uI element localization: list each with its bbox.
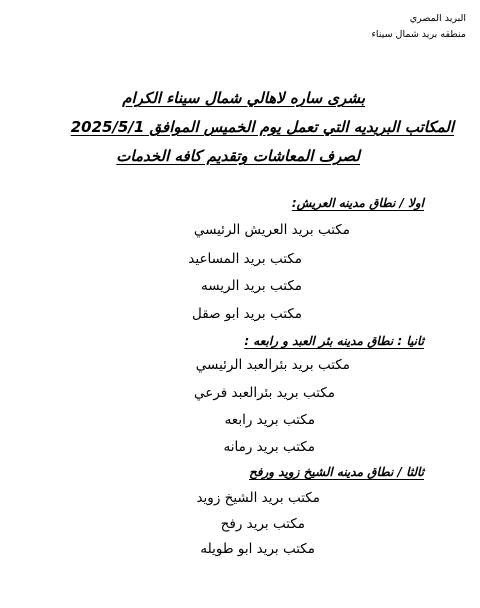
region-name: منطقه بريد شمال سيناء bbox=[371, 29, 466, 40]
office-item: مكتب بريد المساعيد bbox=[188, 251, 302, 267]
office-item: مكتب بريد ابو صقل bbox=[192, 306, 302, 322]
office-item: مكتب بريد العريش الرئيسي bbox=[193, 222, 350, 238]
office-item: مكتب بريد ابو طويله bbox=[200, 541, 315, 557]
headline-announcement: بشرى ساره لاهالي شمال سيناء الكرام bbox=[122, 89, 365, 107]
office-item: مكتب بريد بئرالعبد فرعي bbox=[194, 385, 335, 401]
headline-date: المكاتب البريديه التي تعمل يوم الخميس الموافق 2025/5/1 bbox=[70, 118, 454, 136]
section-title-bir-al-abd: ثانيا : نطاق مدينه بئر العبد و رابعه : bbox=[244, 334, 424, 348]
office-item: مكتب بريد رمانه bbox=[223, 439, 315, 455]
office-item: مكتب بريد رابعه bbox=[224, 412, 315, 428]
section-title-sheikh-zuweid: ثالثا / نطاق مدينه الشيخ زويد ورفح bbox=[248, 465, 424, 479]
section-title-arish: اولا / نطاق مدينه العريش: bbox=[291, 196, 424, 210]
office-item: مكتب بريد رفح bbox=[220, 516, 305, 532]
headline-services: لصرف المعاشات وتقديم كافه الخدمات bbox=[116, 147, 360, 165]
org-name: البريد المصري bbox=[409, 13, 466, 24]
office-item: مكتب بريد الشيخ زويد bbox=[196, 490, 320, 506]
office-item: مكتب بريد الريسه bbox=[201, 278, 302, 294]
office-item: مكتب بريد بئرالعبد الرئيسي bbox=[195, 357, 350, 373]
